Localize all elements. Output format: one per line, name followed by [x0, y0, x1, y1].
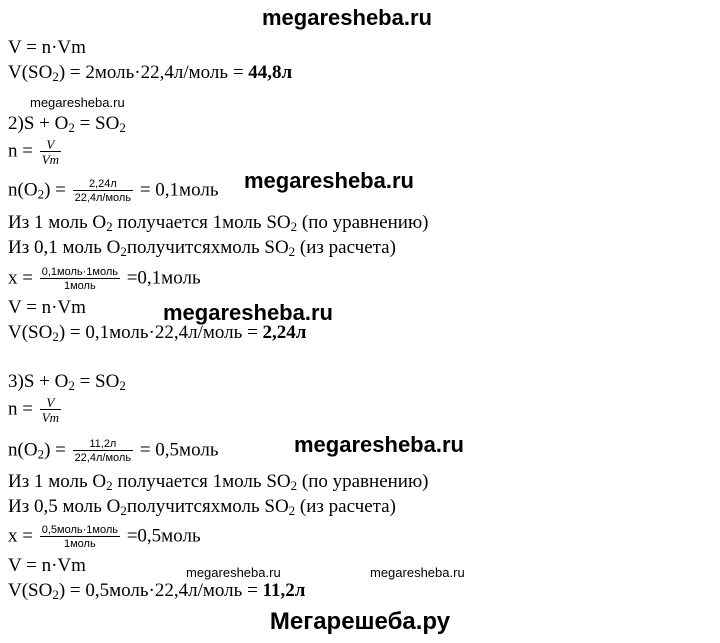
small-watermark-3: megaresheba.ru — [370, 565, 465, 580]
fraction-v-vm: $\frac{V}{Vm}$ — [41, 137, 60, 167]
result-volume-so2-3: $V(SO_2)$ = 0,5моль·22,4л/моль = 11,2л — [8, 580, 306, 602]
fraction-n-o2: $\frac{2,24л}{\text{22,4л/моль}}$ — [74, 178, 132, 204]
fraction-n-o2-3: $\frac{11,2л}{\text{22,4л/моль}}$ — [74, 438, 132, 464]
result-volume-so2-1: $V(SO_2)$ = 2моль·22,4л/моль = 44,8л — [8, 62, 293, 84]
answer-1: 44,8л — [248, 62, 293, 83]
mid-watermark-2: megaresheba.ru — [163, 300, 333, 325]
result-volume-so2-2: $V(SO_2)$ = 0,1моль·22,4л/моль = 2,24л — [8, 322, 307, 344]
text-ratio-3a: Из 1 моль $O_2$ получается 1моль $SO_2$ (по уравнению) — [8, 471, 429, 493]
text-ratio-3b: Из 0,5 моль $O_2получитсяхмоль$ $SO_2$ (из расчета) — [8, 496, 396, 518]
small-watermark-2: megaresheba.ru — [186, 565, 281, 580]
calc-x-2: x = $\frac{\text{0,1моль·1моль}}{\text{1моль}}$ =0,1моль — [8, 266, 201, 292]
equation-2: $2)S + O_2 = SO_2$ — [8, 113, 126, 135]
equation-3: $3)S + O_2 = SO_2$ — [8, 371, 126, 393]
formula-volume: V = n·Vm — [8, 37, 86, 58]
formula-volume-3: V = n·Vm — [8, 555, 86, 576]
small-watermark-1: megaresheba.ru — [30, 95, 125, 110]
text-ratio-2b: Из 0,1 моль $O_2получитсяхмоль$ $SO_2$ (из расчета) — [8, 237, 396, 259]
fraction-x-2: $\frac{\text{0,1моль·1моль}}{\text{1моль}}$ — [41, 266, 118, 292]
calc-x-3: x = $\frac{\text{0,5моль·1моль}}{\text{1моль}}$ =0,5моль — [8, 524, 201, 550]
answer-2: 2,24л — [262, 322, 307, 343]
header-watermark: megaresheba.ru — [262, 5, 432, 30]
text-ratio-2a: Из 1 моль $O_2$ получается 1моль $SO_2$ (по уравнению) — [8, 212, 429, 234]
mid-watermark-1: megaresheba.ru — [244, 168, 414, 193]
formula-n-2: n = $\frac{V}{Vm}$ — [8, 137, 60, 167]
fraction-x-3: $\frac{\text{0,5моль·1моль}}{\text{1моль}}$ — [41, 524, 118, 550]
calc-n-o2-3: $n(O_2)$ = $\frac{11,2л}{\text{22,4л/моль}}$ = 0,5моль — [8, 438, 219, 464]
formula-volume-2: V = n·Vm — [8, 297, 86, 318]
calc-n-o2-2: $n(O_2)$ = $\frac{2,24л}{\text{22,4л/моль}}$ = 0,1моль — [8, 178, 219, 204]
footer-watermark: Мегарешеба.ру — [269, 608, 451, 635]
mid-watermark-3: megaresheba.ru — [294, 432, 464, 457]
answer-3: 11,2л — [262, 580, 306, 601]
formula-n-3: n = $\frac{V}{Vm}$ — [8, 395, 60, 425]
fraction-v-vm-3: $\frac{V}{Vm}$ — [41, 395, 60, 425]
